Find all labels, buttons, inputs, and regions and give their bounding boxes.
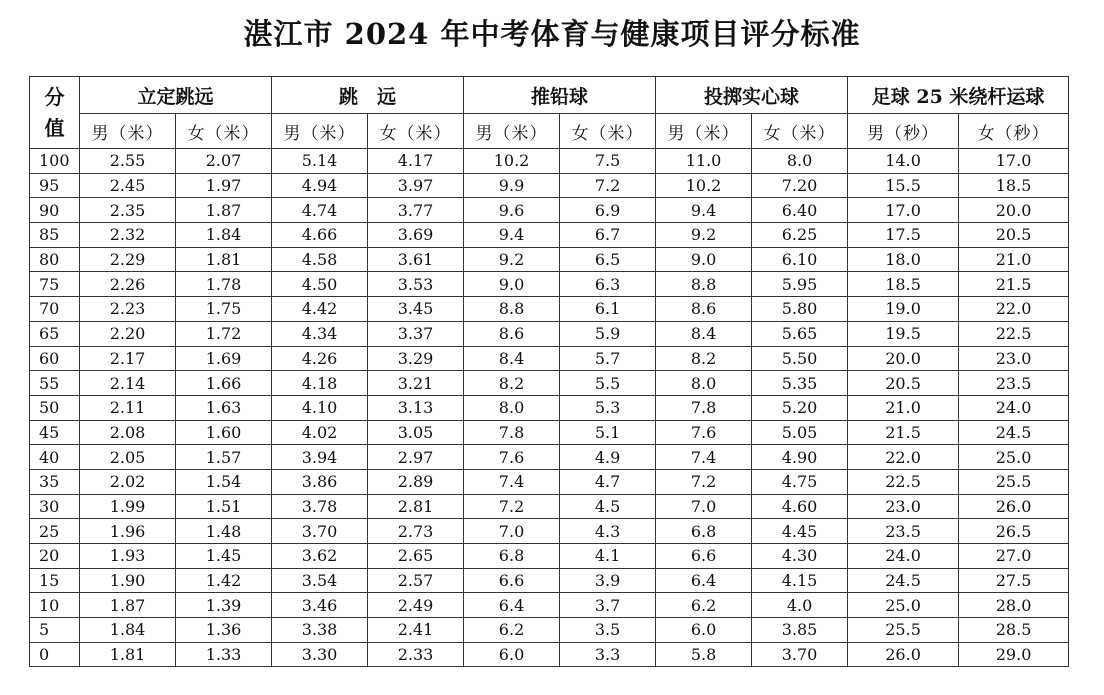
score-cell: 70: [30, 297, 80, 322]
table-row: [30, 247, 1069, 272]
table-body: [30, 149, 1069, 667]
result-cell: 4.30: [752, 544, 848, 569]
result-cell: 6.6: [464, 568, 560, 593]
result-cell: 6.3: [560, 272, 656, 297]
score-cell: 20: [30, 544, 80, 569]
result-cell: 7.5: [560, 149, 656, 174]
result-cell: 3.38: [272, 618, 368, 643]
result-cell: 22.5: [848, 469, 959, 494]
result-cell: 20.0: [959, 198, 1069, 223]
result-cell: 3.30: [272, 642, 368, 667]
result-cell: 3.70: [752, 642, 848, 667]
result-cell: 5.05: [752, 420, 848, 445]
table-row: [30, 272, 1069, 297]
result-cell: 5.50: [752, 346, 848, 371]
result-cell: 5.14: [272, 149, 368, 174]
result-cell: 3.77: [368, 198, 464, 223]
result-cell: 18.5: [848, 272, 959, 297]
result-cell: 4.02: [272, 420, 368, 445]
result-cell: 25.5: [848, 618, 959, 643]
gender-unit-header: 男（米）: [656, 114, 752, 149]
gender-unit-header: 女（米）: [560, 114, 656, 149]
result-cell: 2.89: [368, 469, 464, 494]
result-cell: 1.51: [176, 494, 272, 519]
result-cell: 1.87: [80, 593, 176, 618]
scoring-table: [29, 76, 1069, 667]
result-cell: 4.34: [272, 321, 368, 346]
result-cell: 10.2: [656, 173, 752, 198]
result-cell: 9.9: [464, 173, 560, 198]
result-cell: 2.07: [176, 149, 272, 174]
result-cell: 4.7: [560, 469, 656, 494]
event-header-long-jump: 跳 远: [272, 77, 464, 114]
result-cell: 3.54: [272, 568, 368, 593]
result-cell: 25.0: [959, 445, 1069, 470]
result-cell: 3.5: [560, 618, 656, 643]
result-cell: 9.2: [464, 247, 560, 272]
table-row: [30, 346, 1069, 371]
result-cell: 6.4: [656, 568, 752, 593]
result-cell: 3.3: [560, 642, 656, 667]
event-header-football-dribble: 足球 25 米绕杆运球: [848, 77, 1069, 114]
result-cell: 4.18: [272, 371, 368, 396]
score-cell: 45: [30, 420, 80, 445]
result-cell: 5.8: [656, 642, 752, 667]
result-cell: 4.10: [272, 395, 368, 420]
result-cell: 4.60: [752, 494, 848, 519]
result-cell: 6.8: [464, 544, 560, 569]
table-row: [30, 593, 1069, 618]
result-cell: 4.42: [272, 297, 368, 322]
result-cell: 25.5: [959, 469, 1069, 494]
result-cell: 7.2: [656, 469, 752, 494]
result-cell: 2.32: [80, 223, 176, 248]
result-cell: 4.15: [752, 568, 848, 593]
result-cell: 3.21: [368, 371, 464, 396]
result-cell: 3.7: [560, 593, 656, 618]
result-cell: 9.4: [656, 198, 752, 223]
result-cell: 4.17: [368, 149, 464, 174]
score-cell: 5: [30, 618, 80, 643]
result-cell: 24.5: [959, 420, 1069, 445]
result-cell: 4.58: [272, 247, 368, 272]
result-cell: 3.29: [368, 346, 464, 371]
table-row: [30, 395, 1069, 420]
result-cell: 5.3: [560, 395, 656, 420]
result-cell: 20.0: [848, 346, 959, 371]
result-cell: 6.2: [464, 618, 560, 643]
result-cell: 1.78: [176, 272, 272, 297]
result-cell: 5.35: [752, 371, 848, 396]
result-cell: 2.49: [368, 593, 464, 618]
result-cell: 4.90: [752, 445, 848, 470]
table-row: [30, 321, 1069, 346]
result-cell: 1.69: [176, 346, 272, 371]
result-cell: 3.37: [368, 321, 464, 346]
result-cell: 21.5: [959, 272, 1069, 297]
result-cell: 4.94: [272, 173, 368, 198]
score-cell: 25: [30, 519, 80, 544]
result-cell: 3.61: [368, 247, 464, 272]
table-row: [30, 642, 1069, 667]
result-cell: 1.66: [176, 371, 272, 396]
result-cell: 8.6: [464, 321, 560, 346]
result-cell: 19.5: [848, 321, 959, 346]
result-cell: 5.65: [752, 321, 848, 346]
table-row: [30, 469, 1069, 494]
result-cell: 20.5: [959, 223, 1069, 248]
result-cell: 18.5: [959, 173, 1069, 198]
table-row: [30, 445, 1069, 470]
result-cell: 24.0: [959, 395, 1069, 420]
result-cell: 7.0: [464, 519, 560, 544]
result-cell: 3.9: [560, 568, 656, 593]
result-cell: 5.5: [560, 371, 656, 396]
result-cell: 8.4: [464, 346, 560, 371]
result-cell: 2.33: [368, 642, 464, 667]
table-header: [30, 77, 1069, 149]
result-cell: 7.8: [464, 420, 560, 445]
result-cell: 7.2: [464, 494, 560, 519]
result-cell: 1.72: [176, 321, 272, 346]
result-cell: 17.5: [848, 223, 959, 248]
result-cell: 2.45: [80, 173, 176, 198]
result-cell: 1.84: [80, 618, 176, 643]
result-cell: 17.0: [848, 198, 959, 223]
score-label-top: 分: [44, 84, 65, 109]
result-cell: 23.0: [848, 494, 959, 519]
result-cell: 1.81: [80, 642, 176, 667]
result-cell: 2.20: [80, 321, 176, 346]
result-cell: 7.6: [656, 420, 752, 445]
result-cell: 20.5: [848, 371, 959, 396]
result-cell: 5.95: [752, 272, 848, 297]
score-cell: 100: [30, 149, 80, 174]
table-row: [30, 618, 1069, 643]
result-cell: 2.35: [80, 198, 176, 223]
result-cell: 23.5: [959, 371, 1069, 396]
result-cell: 4.26: [272, 346, 368, 371]
result-cell: 2.55: [80, 149, 176, 174]
gender-unit-header: 男（米）: [272, 114, 368, 149]
result-cell: 5.80: [752, 297, 848, 322]
result-cell: 1.54: [176, 469, 272, 494]
result-cell: 2.26: [80, 272, 176, 297]
result-cell: 8.8: [464, 297, 560, 322]
result-cell: 9.6: [464, 198, 560, 223]
result-cell: 25.0: [848, 593, 959, 618]
result-cell: 22.0: [848, 445, 959, 470]
score-cell: 15: [30, 568, 80, 593]
page-title: 湛江市 2024 年中考体育与健康项目评分标准: [243, 17, 861, 51]
result-cell: 1.39: [176, 593, 272, 618]
result-cell: 2.05: [80, 445, 176, 470]
result-cell: 3.62: [272, 544, 368, 569]
result-cell: 1.42: [176, 568, 272, 593]
table-row: [30, 420, 1069, 445]
gender-unit-header: 男（米）: [80, 114, 176, 149]
result-cell: 5.1: [560, 420, 656, 445]
result-cell: 24.0: [848, 544, 959, 569]
gender-unit-header: 女（米）: [752, 114, 848, 149]
result-cell: 6.10: [752, 247, 848, 272]
result-cell: 6.9: [560, 198, 656, 223]
result-cell: 6.1: [560, 297, 656, 322]
result-cell: 3.94: [272, 445, 368, 470]
result-cell: 8.6: [656, 297, 752, 322]
score-cell: 30: [30, 494, 80, 519]
table-row: [30, 371, 1069, 396]
result-cell: 4.74: [272, 198, 368, 223]
score-cell: 95: [30, 173, 80, 198]
result-cell: 9.2: [656, 223, 752, 248]
result-cell: 1.63: [176, 395, 272, 420]
result-cell: 2.81: [368, 494, 464, 519]
result-cell: 5.20: [752, 395, 848, 420]
result-cell: 6.40: [752, 198, 848, 223]
subheader-row: [30, 114, 1069, 149]
result-cell: 5.7: [560, 346, 656, 371]
result-cell: 18.0: [848, 247, 959, 272]
result-cell: 9.0: [656, 247, 752, 272]
result-cell: 6.5: [560, 247, 656, 272]
result-cell: 2.97: [368, 445, 464, 470]
result-cell: 6.0: [464, 642, 560, 667]
event-header-standing-long-jump: 立定跳远: [80, 77, 272, 114]
result-cell: 2.08: [80, 420, 176, 445]
result-cell: 2.29: [80, 247, 176, 272]
result-cell: 8.0: [464, 395, 560, 420]
result-cell: 4.5: [560, 494, 656, 519]
result-cell: 3.78: [272, 494, 368, 519]
result-cell: 4.0: [752, 593, 848, 618]
table-row: [30, 544, 1069, 569]
score-cell: 35: [30, 469, 80, 494]
result-cell: 6.2: [656, 593, 752, 618]
result-cell: 7.4: [464, 469, 560, 494]
result-cell: 6.0: [656, 618, 752, 643]
table-row: [30, 519, 1069, 544]
result-cell: 2.73: [368, 519, 464, 544]
result-cell: 1.93: [80, 544, 176, 569]
result-cell: 2.11: [80, 395, 176, 420]
result-cell: 6.8: [656, 519, 752, 544]
result-cell: 3.70: [272, 519, 368, 544]
result-cell: 1.60: [176, 420, 272, 445]
result-cell: 1.99: [80, 494, 176, 519]
result-cell: 21.5: [848, 420, 959, 445]
result-cell: 1.48: [176, 519, 272, 544]
result-cell: 2.02: [80, 469, 176, 494]
result-cell: 8.2: [656, 346, 752, 371]
result-cell: 1.75: [176, 297, 272, 322]
result-cell: 10.2: [464, 149, 560, 174]
result-cell: 19.0: [848, 297, 959, 322]
result-cell: 27.0: [959, 544, 1069, 569]
score-column-header: [30, 77, 80, 149]
event-header-medicine-ball-throw: 投掷实心球: [656, 77, 848, 114]
table-row: [30, 149, 1069, 174]
result-cell: 21.0: [848, 395, 959, 420]
result-cell: 26.0: [959, 494, 1069, 519]
result-cell: 7.0: [656, 494, 752, 519]
result-cell: 6.6: [656, 544, 752, 569]
result-cell: 17.0: [959, 149, 1069, 174]
result-cell: 28.5: [959, 618, 1069, 643]
result-cell: 8.0: [752, 149, 848, 174]
score-cell: 75: [30, 272, 80, 297]
result-cell: 6.4: [464, 593, 560, 618]
result-cell: 1.36: [176, 618, 272, 643]
result-cell: 26.0: [848, 642, 959, 667]
result-cell: 15.5: [848, 173, 959, 198]
score-label-bottom: 值: [44, 115, 65, 140]
result-cell: 7.4: [656, 445, 752, 470]
score-cell: 40: [30, 445, 80, 470]
result-cell: 3.13: [368, 395, 464, 420]
score-cell: 85: [30, 223, 80, 248]
score-cell: 65: [30, 321, 80, 346]
result-cell: 3.45: [368, 297, 464, 322]
result-cell: 22.0: [959, 297, 1069, 322]
result-cell: 3.05: [368, 420, 464, 445]
result-cell: 4.66: [272, 223, 368, 248]
gender-unit-header: 女（秒）: [959, 114, 1069, 149]
score-cell: 80: [30, 247, 80, 272]
score-cell: 0: [30, 642, 80, 667]
result-cell: 2.14: [80, 371, 176, 396]
gender-unit-header: 女（米）: [176, 114, 272, 149]
result-cell: 23.0: [959, 346, 1069, 371]
result-cell: 3.97: [368, 173, 464, 198]
result-cell: 4.50: [272, 272, 368, 297]
result-cell: 28.0: [959, 593, 1069, 618]
result-cell: 1.57: [176, 445, 272, 470]
result-cell: 24.5: [848, 568, 959, 593]
score-cell: 50: [30, 395, 80, 420]
result-cell: 11.0: [656, 149, 752, 174]
result-cell: 3.85: [752, 618, 848, 643]
result-cell: 4.45: [752, 519, 848, 544]
table-row: [30, 568, 1069, 593]
event-header-shot-put: 推铅球: [464, 77, 656, 114]
gender-unit-header: 女（米）: [368, 114, 464, 149]
result-cell: 23.5: [848, 519, 959, 544]
result-cell: 3.86: [272, 469, 368, 494]
result-cell: 2.23: [80, 297, 176, 322]
result-cell: 2.41: [368, 618, 464, 643]
result-cell: 27.5: [959, 568, 1069, 593]
result-cell: 1.90: [80, 568, 176, 593]
result-cell: 8.2: [464, 371, 560, 396]
result-cell: 2.57: [368, 568, 464, 593]
result-cell: 1.33: [176, 642, 272, 667]
result-cell: 6.7: [560, 223, 656, 248]
result-cell: 4.1: [560, 544, 656, 569]
result-cell: 2.17: [80, 346, 176, 371]
result-cell: 9.0: [464, 272, 560, 297]
result-cell: 1.45: [176, 544, 272, 569]
table-row: [30, 494, 1069, 519]
result-cell: 29.0: [959, 642, 1069, 667]
score-cell: 90: [30, 198, 80, 223]
result-cell: 2.65: [368, 544, 464, 569]
result-cell: 7.8: [656, 395, 752, 420]
score-cell: 60: [30, 346, 80, 371]
result-cell: 1.96: [80, 519, 176, 544]
result-cell: 3.46: [272, 593, 368, 618]
result-cell: 4.75: [752, 469, 848, 494]
result-cell: 8.8: [656, 272, 752, 297]
result-cell: 1.87: [176, 198, 272, 223]
table-row: [30, 198, 1069, 223]
score-cell: 10: [30, 593, 80, 618]
result-cell: 5.9: [560, 321, 656, 346]
table-row: [30, 173, 1069, 198]
result-cell: 4.3: [560, 519, 656, 544]
result-cell: 21.0: [959, 247, 1069, 272]
result-cell: 7.6: [464, 445, 560, 470]
gender-unit-header: 男（米）: [464, 114, 560, 149]
result-cell: 22.5: [959, 321, 1069, 346]
gender-unit-header: 男（秒）: [848, 114, 959, 149]
result-cell: 3.53: [368, 272, 464, 297]
result-cell: 4.9: [560, 445, 656, 470]
result-cell: 1.81: [176, 247, 272, 272]
result-cell: 1.84: [176, 223, 272, 248]
result-cell: 3.69: [368, 223, 464, 248]
result-cell: 6.25: [752, 223, 848, 248]
table-row: [30, 223, 1069, 248]
result-cell: 8.0: [656, 371, 752, 396]
score-cell: 55: [30, 371, 80, 396]
result-cell: 8.4: [656, 321, 752, 346]
result-cell: 1.97: [176, 173, 272, 198]
result-cell: 14.0: [848, 149, 959, 174]
result-cell: 7.2: [560, 173, 656, 198]
table-row: [30, 297, 1069, 322]
result-cell: 7.20: [752, 173, 848, 198]
result-cell: 26.5: [959, 519, 1069, 544]
result-cell: 9.4: [464, 223, 560, 248]
